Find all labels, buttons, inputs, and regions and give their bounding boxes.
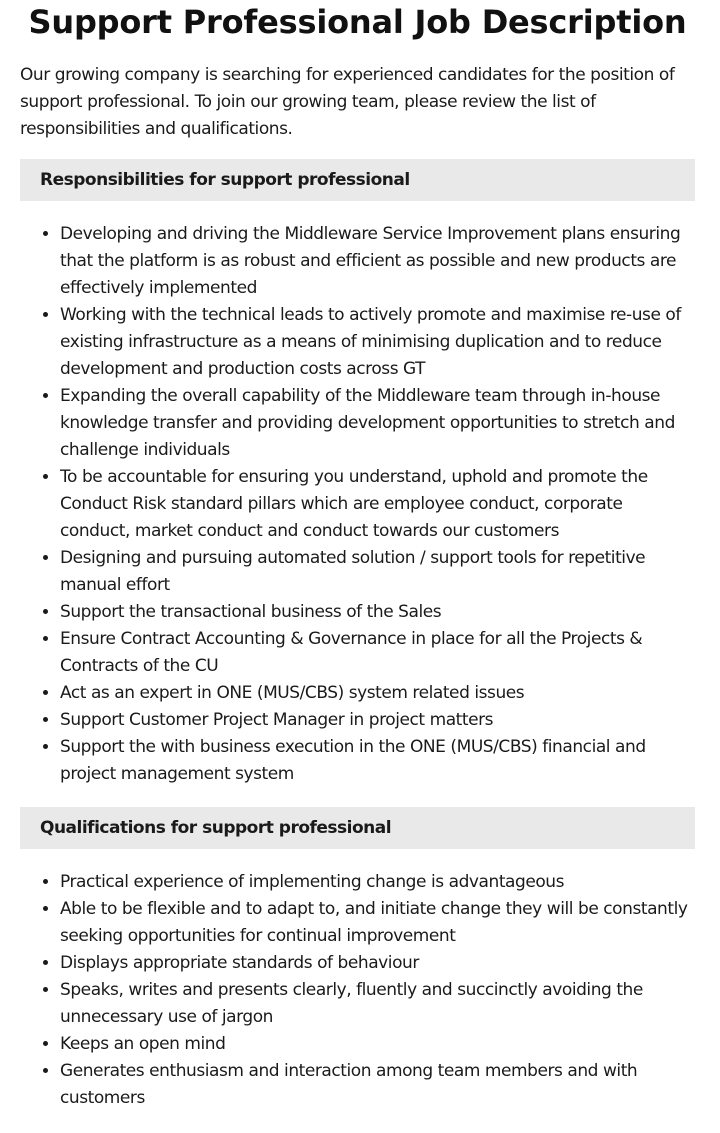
list-item: • Support Customer Project Manager in project matters	[60, 707, 695, 734]
list-item: • Working with the technical leads to actively promote and maximise re-use of existing infrastructure as a means of minimising duplication and to reduce development and production costs across GT	[60, 302, 695, 383]
qualifications-list	[20, 869, 695, 1112]
list-item: • To be accountable for ensuring you understand, uphold and promote the Conduct Risk standard pillars which are employee conduct, corporate conduct, market conduct and conduct towards our customers	[60, 464, 695, 545]
responsibilities-heading: Responsibilities for support professional	[20, 159, 695, 201]
intro-paragraph: Our growing company is searching for experienced candidates for the position of support professional. To join our growing team, please review the list of responsibilities and qualifications.	[20, 65, 675, 139]
list-item: • Support the with business execution in the ONE (MUS/CBS) financial and project management system	[60, 734, 695, 788]
list-item: • Designing and pursuing automated solution / support tools for repetitive manual effort	[60, 545, 695, 599]
list-item: • Developing and driving the Middleware Service Improvement plans ensuring that the platform is as robust and efficient as possible and new products are effectively implemented	[60, 221, 695, 302]
responsibilities-list	[20, 221, 695, 788]
list-item: • Support the transactional business of the Sales	[60, 599, 695, 626]
list-item: • Displays appropriate standards of behaviour	[60, 950, 695, 977]
list-item: • Able to be flexible and to adapt to, and initiate change they will be constantly seeking opportunities for continual improvement	[60, 896, 695, 950]
list-item: • Generates enthusiasm and interaction among team members and with customers	[60, 1058, 695, 1112]
qualifications-heading: Qualifications for support professional	[20, 807, 695, 849]
list-item: • Practical experience of implementing change is advantageous	[60, 869, 695, 896]
list-item: • Act as an expert in ONE (MUS/CBS) system related issues	[60, 680, 695, 707]
list-item: • Speaks, writes and presents clearly, fluently and succinctly avoiding the unnecessary use of jargon	[60, 977, 695, 1031]
list-item: • Keeps an open mind	[60, 1031, 695, 1058]
list-item: • Expanding the overall capability of the Middleware team through in-house knowledge transfer and providing development opportunities to stretch and challenge individuals	[60, 383, 695, 464]
page-title: Support Professional Job Description	[28, 3, 687, 41]
list-item: • Ensure Contract Accounting & Governance in place for all the Projects & Contracts of the CU	[60, 626, 695, 680]
